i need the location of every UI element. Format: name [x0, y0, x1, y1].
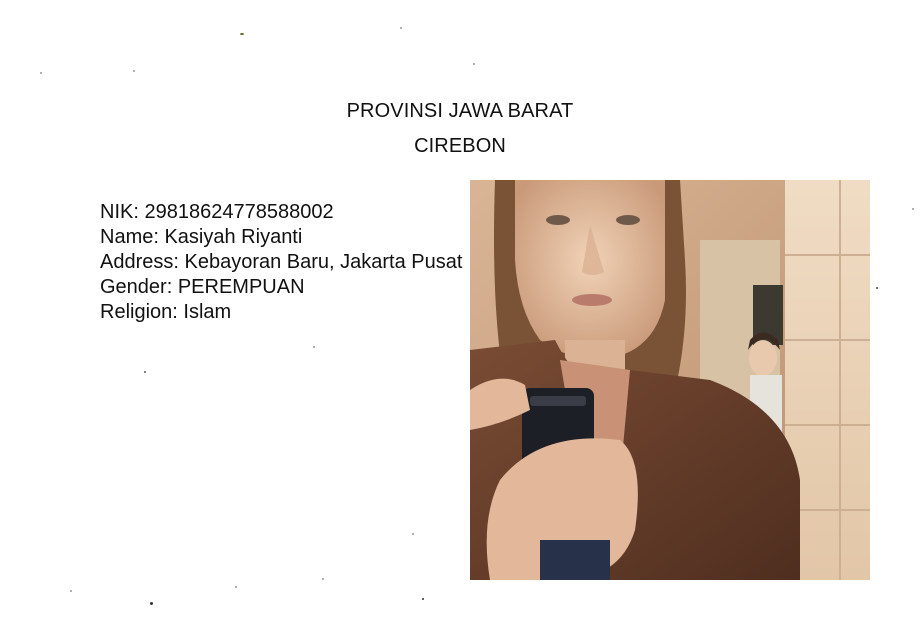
- name-label: Name:: [100, 226, 159, 248]
- paper-speck: [876, 287, 878, 289]
- address-value: Kebayoran Baru, Jakarta Pusat: [184, 251, 463, 273]
- paper-speck: [400, 27, 402, 29]
- religion-label: Religion:: [100, 301, 178, 323]
- nik-label: NIK:: [100, 201, 139, 223]
- paper-speck: [70, 590, 72, 592]
- gender-row: [100, 275, 462, 300]
- paper-speck: [235, 586, 237, 588]
- address-label: Address:: [100, 251, 179, 273]
- portrait-photo: [470, 180, 870, 580]
- religion-value: Islam: [183, 301, 232, 323]
- name-row: [100, 225, 462, 250]
- paper-speck: [133, 70, 135, 72]
- paper-speck: [144, 371, 146, 373]
- paper-speck: [322, 578, 324, 580]
- province-heading: PROVINSI JAWA BARAT: [346, 100, 574, 122]
- gender-value: PEREMPUAN: [177, 276, 305, 298]
- paper-speck: [240, 33, 244, 35]
- gender-label: Gender:: [100, 276, 173, 298]
- paper-speck: [473, 63, 475, 65]
- nik-value: 29818624778588002: [144, 201, 334, 223]
- portrait-photo-icon: [470, 180, 870, 580]
- religion-row: [100, 300, 462, 325]
- paper-speck: [150, 602, 153, 605]
- name-value: Kasiyah Riyanti: [164, 226, 303, 248]
- city-heading: CIREBON: [414, 135, 506, 157]
- nik-row: [100, 200, 462, 225]
- paper-speck: [422, 598, 424, 600]
- paper-speck: [412, 533, 414, 535]
- paper-speck: [912, 208, 914, 210]
- address-row: [100, 250, 462, 275]
- identity-details: [100, 200, 462, 325]
- paper-speck: [313, 346, 315, 348]
- paper-speck: [40, 72, 42, 74]
